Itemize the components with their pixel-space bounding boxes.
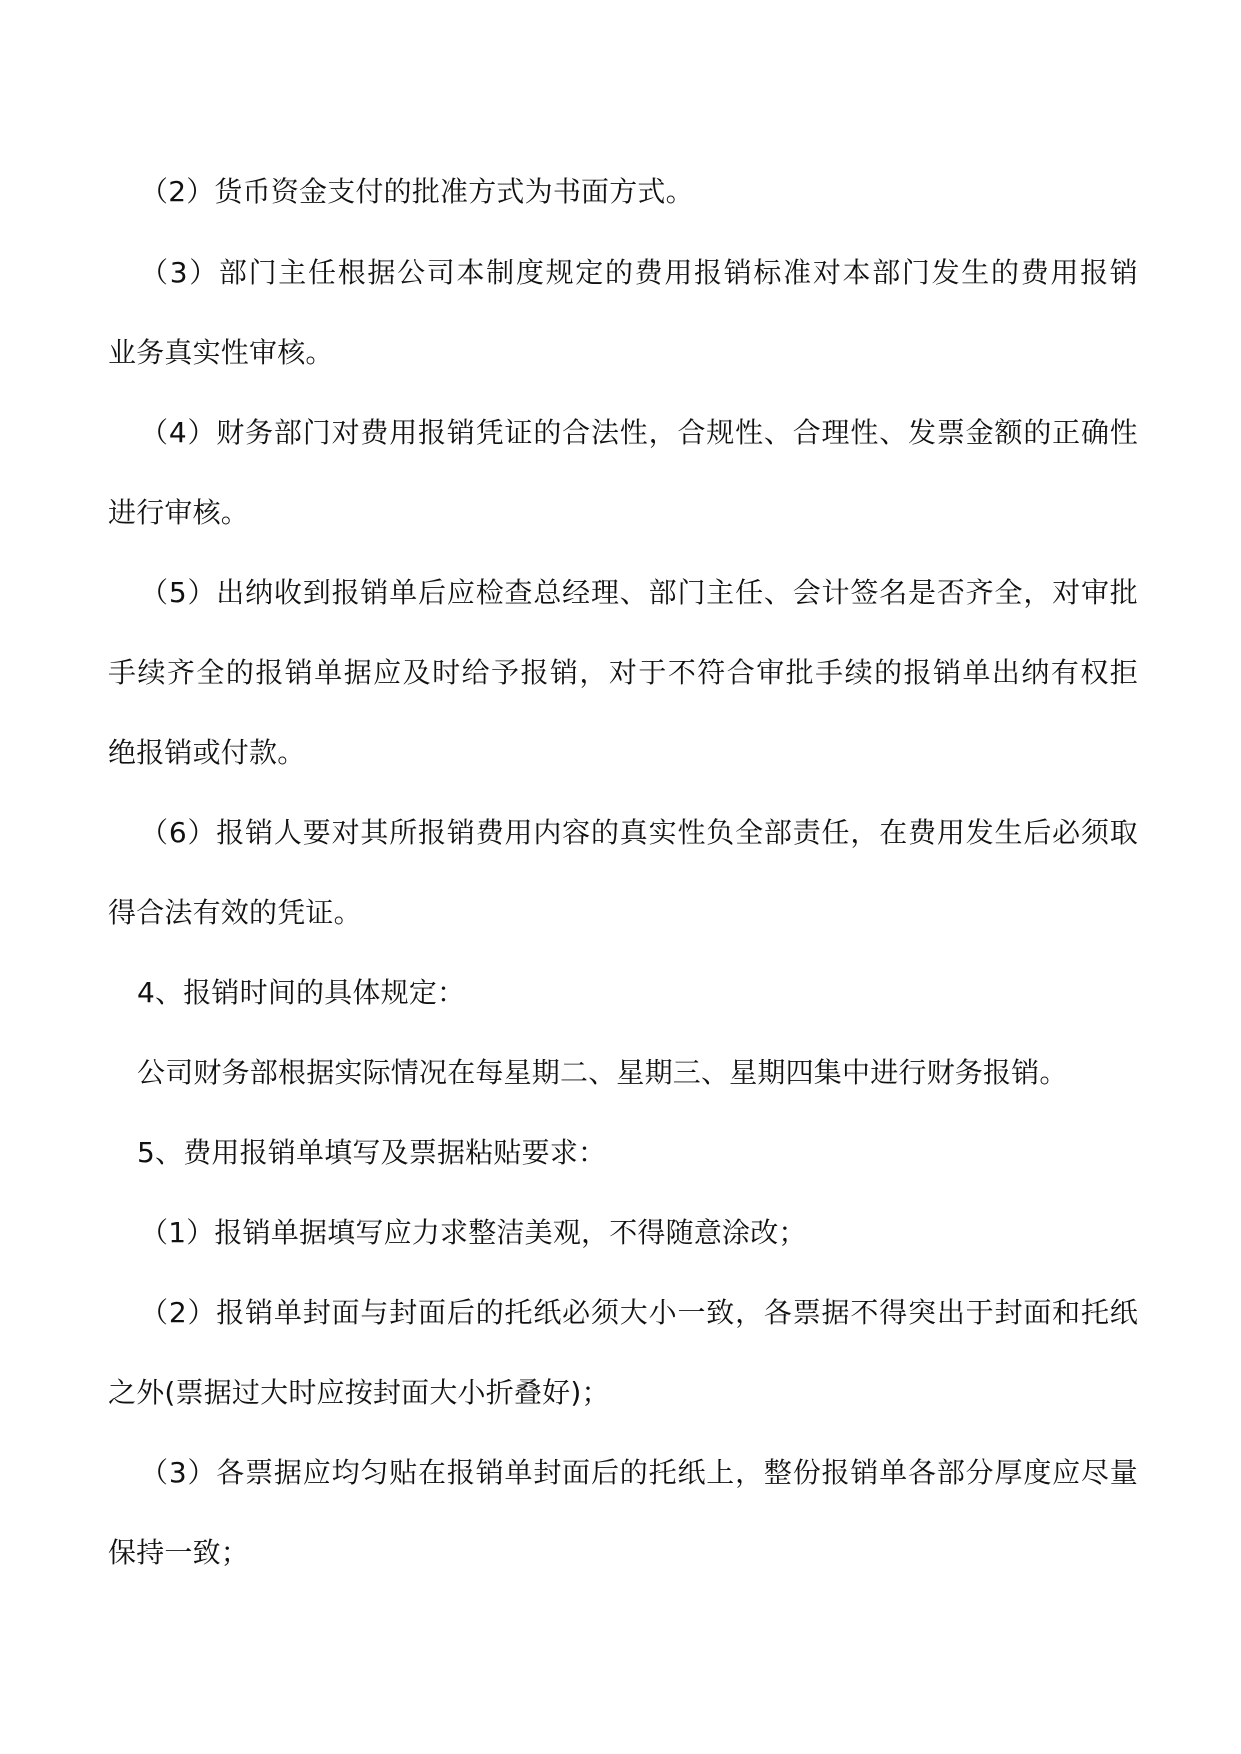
paragraph-line-8: 绝报销或付款。 [108, 736, 306, 769]
paragraph-line-2: （3）部门主任根据公司本制度规定的费用报销标准对本部门发生的费用报销 [140, 256, 1138, 289]
paragraph-line-15: （2）报销单封面与封面后的托纸必须大小一致，各票据不得突出于封面和托纸 [140, 1296, 1138, 1329]
paragraph-line-5: 进行审核。 [108, 496, 250, 529]
section-heading-4: 4、报销时间的具体规定： [137, 976, 466, 1009]
paragraph-line-10: 得合法有效的凭证。 [108, 896, 362, 929]
paragraph-line-1: （2）货币资金支付的批准方式为书面方式。 [140, 175, 694, 208]
paragraph-line-18: 保持一致； [108, 1536, 250, 1569]
paragraph-line-4: （4）财务部门对费用报销凭证的合法性，合规性、合理性、发票金额的正确性 [140, 416, 1138, 449]
paragraph-line-14: （1）报销单据填写应力求整洁美观，不得随意涂改； [140, 1216, 807, 1249]
section-heading-5: 5、费用报销单填写及票据粘贴要求： [137, 1136, 607, 1169]
paragraph-line-12: 公司财务部根据实际情况在每星期二、星期三、星期四集中进行财务报销。 [137, 1056, 1068, 1089]
paragraph-line-16: 之外(票据过大时应按封面大小折叠好)； [108, 1376, 610, 1409]
paragraph-line-6: （5）出纳收到报销单后应检查总经理、部门主任、会计签名是否齐全，对审批 [140, 576, 1138, 609]
paragraph-line-3: 业务真实性审核。 [108, 336, 334, 369]
paragraph-line-7: 手续齐全的报销单据应及时给予报销，对于不符合审批手续的报销单出纳有权拒 [108, 656, 1138, 689]
paragraph-line-9: （6）报销人要对其所报销费用内容的真实性负全部责任，在费用发生后必须取 [140, 816, 1138, 849]
paragraph-line-17: （3）各票据应均匀贴在报销单封面后的托纸上，整份报销单各部分厚度应尽量 [140, 1456, 1138, 1489]
